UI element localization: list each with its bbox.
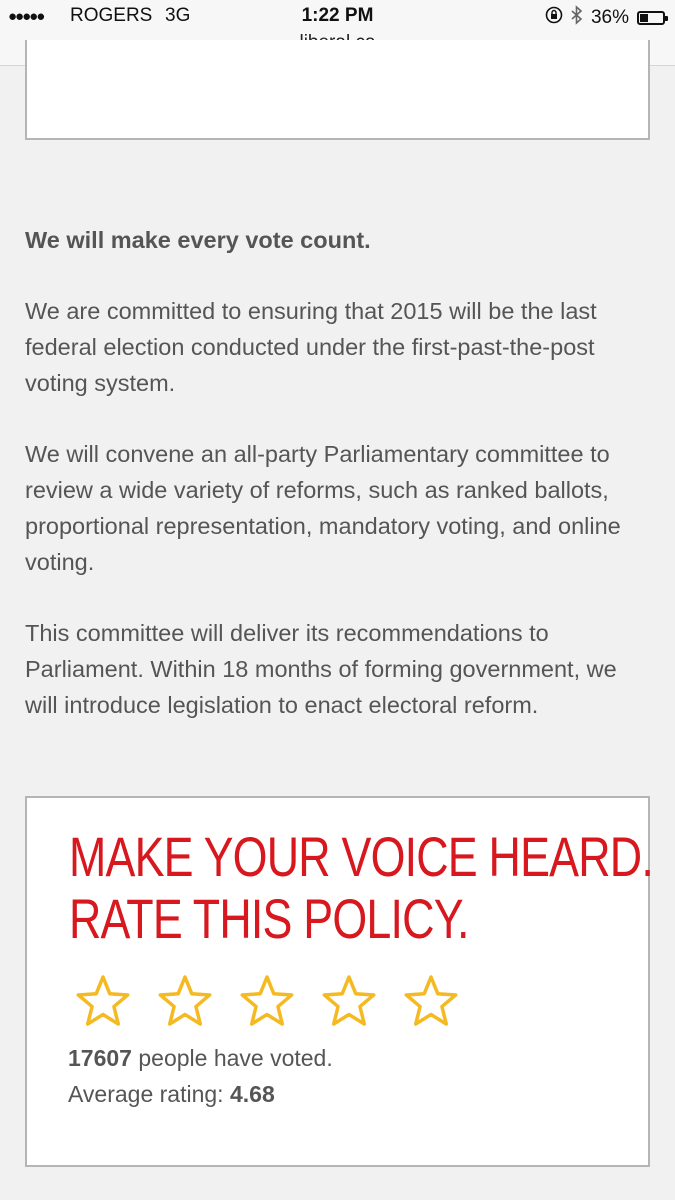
star-icon[interactable] <box>403 974 459 1030</box>
article-paragraph: We are committed to ensuring that 2015 will be the last federal election conducted under the first-past-the-post voting system. <box>25 298 597 396</box>
article-heading: We will make every vote count. <box>25 227 371 253</box>
battery-icon <box>637 11 665 25</box>
rate-title-line-2: RATE THIS POLICY. <box>69 887 469 950</box>
article-paragraph: This committee will deliver its recommendations to Parliament. Within 18 months of forming government, we will introduce legislation to enact electoral reform. <box>25 620 617 718</box>
policy-article <box>25 222 650 758</box>
average-label: Average rating: <box>68 1081 230 1107</box>
star-icon[interactable] <box>75 974 131 1030</box>
carrier-name: ROGERS <box>70 5 153 26</box>
network-type: 3G <box>165 5 191 26</box>
star-icon[interactable] <box>157 974 213 1030</box>
clock-time: 1:22 PM <box>301 5 374 26</box>
rotation-lock-icon <box>545 6 563 29</box>
votes-suffix: people have voted. <box>131 1045 333 1071</box>
average-rating-value: 4.68 <box>229 1081 275 1107</box>
rate-title-line-1: MAKE YOUR VOICE HEARD. <box>69 825 654 888</box>
signal-strength-icon: ●●●●● <box>8 8 44 25</box>
star-icon[interactable] <box>239 974 295 1030</box>
previous-content-card <box>25 40 650 140</box>
battery-percent: 36% <box>590 6 629 28</box>
star-icon[interactable] <box>321 974 377 1030</box>
average-line <box>68 1076 333 1112</box>
star-rating[interactable] <box>75 974 459 1030</box>
rating-stats <box>68 1040 333 1112</box>
rate-policy-title <box>69 825 654 950</box>
rate-policy-card <box>25 796 654 1167</box>
bluetooth-icon <box>571 5 583 30</box>
votes-count: 17607 <box>68 1045 132 1071</box>
votes-line <box>68 1040 333 1076</box>
article-paragraph: We will convene an all-party Parliamentary committee to review a wide variety of reforms, such as ranked ballots, proportional representation, mandatory voting, and online voting. <box>25 441 621 575</box>
